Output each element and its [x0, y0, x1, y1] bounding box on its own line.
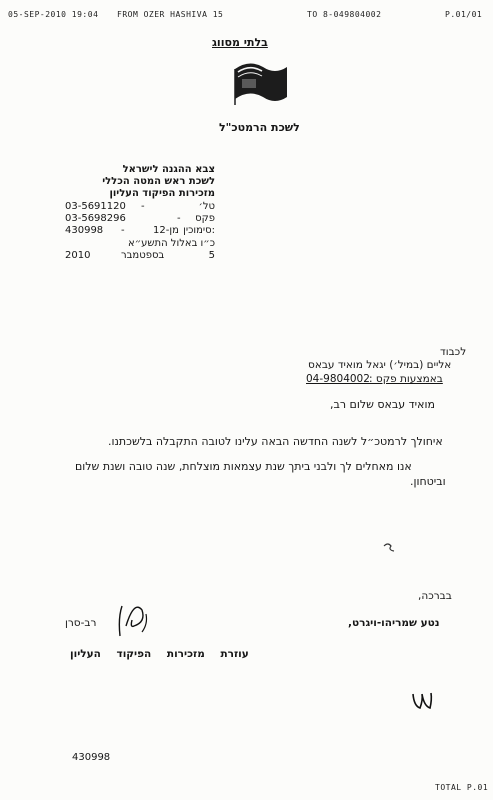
letter-paragraph-2-line-1: אנו מאחלים לך ולבני ביתך שנת עצמאות מוצלחת, שנה טובה ושנת שלום: [75, 460, 412, 473]
recipient-fax-line: באמצעות פקס :: [369, 373, 443, 385]
stray-mark-icon: [382, 540, 396, 554]
date-day: 5: [208, 249, 215, 261]
ref-number: 430998: [65, 225, 104, 237]
letter-paragraph-1: איחולך לרמטכ״ל לשנה החדשה הבאה עלינו לטובה התקבלה בלשכתנו.: [108, 435, 443, 448]
date-year: 2010: [65, 249, 91, 261]
footer-ref-number: 430998: [72, 752, 111, 763]
recipient-to-label: לכבוד: [440, 346, 467, 358]
recipient-name: אליים (במיל׳) יגאל מואיד עבאס: [308, 359, 452, 371]
letter-paragraph-2-line-2: וביטחון.: [410, 475, 446, 488]
classification-label: בלתי מסווג: [212, 36, 268, 49]
fax-total-pages: TOTAL P.01: [435, 783, 489, 792]
org-line-2: לשכת ראש המטה הכללי: [102, 176, 215, 188]
recipient-fax-number: 04-9804002: [306, 373, 370, 385]
signer-rank: רב-סרן: [65, 617, 97, 629]
fax-datetime: 05-SEP-2010 19:04: [8, 10, 99, 19]
fax-page: P.01/01: [445, 10, 483, 19]
fax-to: TO 8-049804002: [307, 10, 382, 19]
signer-name: נטע שמריהו-ויגרט,: [348, 617, 440, 629]
handwritten-signature: [112, 596, 156, 644]
letter-greeting: מואיד עבאס שלום רב,: [330, 398, 435, 411]
phone-number: 03-5691120: [65, 201, 126, 212]
office-title: לשכת הרמטכ"ל: [219, 121, 300, 134]
date-month: בספטמבר: [121, 249, 165, 261]
fax-label: פקס: [195, 213, 215, 225]
org-line-3: מזכירות הפיקוד העליון: [109, 188, 215, 200]
phone-label: טל׳: [198, 201, 215, 212]
idf-flag-emblem: [229, 55, 293, 105]
ref-label: סימוכין:: [183, 225, 215, 237]
org-line-1: צבא ההגנה לישראל: [122, 164, 215, 175]
ref-mid: מן-12: [153, 225, 179, 237]
fax-from: FROM OZER HASHIVA 15: [117, 10, 224, 19]
fax-number: 03-5698296: [65, 213, 126, 225]
signer-role: עוזרת מזכירות הפיקוד העליון: [70, 648, 249, 660]
handwritten-initials: [410, 690, 434, 712]
hebrew-date: כ״ו באלול התשע״א: [128, 237, 215, 249]
sender-block: צבא ההגנה לישראל לשכת ראש המטה הכללי מזכירות הפיקוד העליון טל׳ - 03-5691120 פקס - 03-5698296 סימוכין: מן-12 - 430998 כ״ו באלול התשע״א 5 בספטמבר 2010: [65, 164, 215, 261]
closing-regards: בברכה,: [418, 590, 452, 602]
